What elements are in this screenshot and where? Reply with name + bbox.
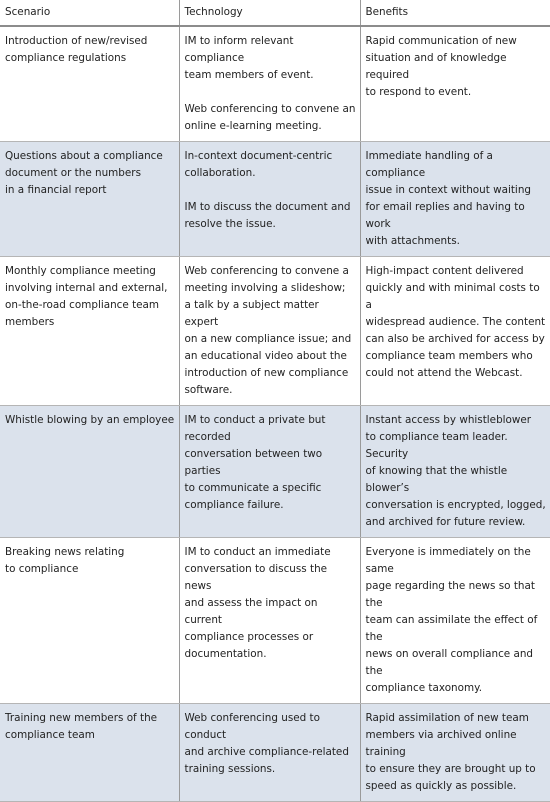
table-row	[0, 406, 550, 538]
table-row	[0, 704, 550, 802]
technology-cell	[179, 406, 360, 538]
column-header-technology: Technology	[179, 0, 360, 26]
scenario-cell	[0, 142, 179, 257]
table-row	[0, 538, 550, 704]
benefits-text: Everyone is immediately on the same page regarding the news so that the team can assimilate the effect of the news on overall compliance and the compliance taxonomy.	[365, 546, 538, 694]
technology-cell	[179, 26, 360, 142]
benefits-text: High-impact content delivered quickly and with minimal costs to a widespread audience. The content can also be archived for access by compliance team members who could not attend the Webcast.	[365, 265, 546, 379]
header-row	[0, 0, 550, 26]
benefits-cell	[360, 26, 550, 142]
scenario-cell	[0, 538, 179, 704]
benefits-cell	[360, 406, 550, 538]
scenario-text: Monthly compliance meeting involving internal and external, on-the-road compliance team members	[5, 265, 168, 328]
column-header-benefits: Benefits	[360, 0, 550, 26]
technology-text: Web conferencing to convene a meeting involving a slideshow; a talk by a subject matter expert on a new compliance issue; and an educational video about the introduction of new compliance software.	[184, 265, 352, 396]
benefits-cell	[360, 538, 550, 704]
scenario-text: Questions about a compliance document or the numbers in a financial report	[5, 150, 163, 196]
table-row	[0, 26, 550, 142]
scenario-cell	[0, 257, 179, 406]
technology-cell	[179, 704, 360, 802]
scenario-text: Training new members of the compliance team	[5, 712, 158, 741]
technology-cell	[179, 257, 360, 406]
technology-text: IM to inform relevant compliance team members of event. Web conferencing to convene an online e-learning meeting.	[184, 35, 356, 132]
scenario-cell	[0, 26, 179, 142]
technology-text: IM to conduct a private but recorded conversation between two parties to communicate a specific compliance failure.	[184, 414, 326, 511]
benefits-cell	[360, 142, 550, 257]
technology-text: Web conferencing used to conduct and archive compliance-related training sessions.	[184, 712, 349, 775]
technology-cell	[179, 142, 360, 257]
column-header-scenario: Scenario	[0, 0, 179, 26]
benefits-cell	[360, 257, 550, 406]
scenario-text: Whistle blowing by an employee	[5, 414, 175, 426]
technology-text: IM to conduct an immediate conversation to discuss the news and assess the impact on current compliance processes or documentation.	[184, 546, 331, 660]
benefits-cell	[360, 704, 550, 802]
benefits-text: Rapid communication of new situation and of knowledge required to respond to event.	[365, 35, 517, 98]
benefits-text: Immediate handling of a compliance issue in context without waiting for email replies and having to work with attachments.	[365, 150, 531, 247]
scenario-cell	[0, 406, 179, 538]
scenario-text: Introduction of new/revised compliance regulations	[5, 35, 148, 64]
table-row	[0, 257, 550, 406]
scenario-cell	[0, 704, 179, 802]
scenario-text: Breaking news relating to compliance	[5, 546, 125, 575]
table-row	[0, 142, 550, 257]
benefits-text: Rapid assimilation of new team members via archived online training to ensure they are brought up to speed as quickly as possible.	[365, 712, 536, 792]
benefits-text: Instant access by whistleblower to compliance team leader. Security of knowing that the whistle blower’s conversation is encrypted, logged, and archived for future review.	[365, 414, 546, 528]
technology-text: In-context document-centric collaboration. IM to discuss the document and resolve the issue.	[184, 150, 351, 230]
technology-cell	[179, 538, 360, 704]
